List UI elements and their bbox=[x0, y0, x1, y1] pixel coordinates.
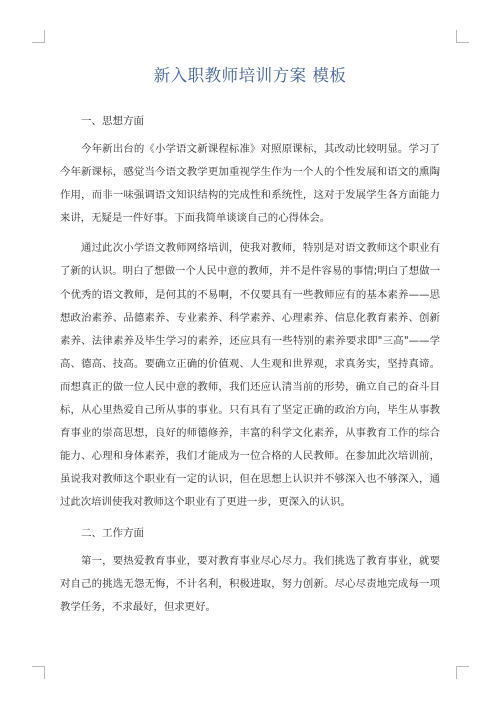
section-heading-thought: 一、思想方面 bbox=[81, 115, 144, 127]
crop-mark-bottom-right bbox=[456, 666, 469, 679]
section-heading-work: 二、工作方面 bbox=[81, 526, 144, 539]
paragraph-curriculum: 今年新出台的《小学语文新课程标准》对照原课标，其改动比较明显。学习了今年新课标，感觉当今语文教学更加重视学生作为一个人的个性发展和语文的熏陶作用，而非一味强调语文知识结构的完成性和系统性，这对于发展学生各方面能力来讲，无疑是一件好事。下面我简单谈谈自己的心得体会。 bbox=[60, 143, 440, 225]
paragraph-training-reflection: 通过此次小学语文教师网络培训，使我对教师，特别是对语文教师这个职业有了新的认识。明白了想做一个人民中意的教师，并不是件容易的事情;明白了想做一个优秀的语文教师，是何其的不易啊，不仅要具有一些教师应有的基本素养——思想政治素养、品德素养、专业素养、科学素养、心理素养、信息化教育素养、创新素养、法律素养及毕生学习的素养，还应具有一些特别的素养要求即"三高"——学高、德高、技高。要确立正确的价值观、人生观和世界观，求真务实，坚持真谛。而想真正的做一位人民中意的教师，我们还应认清当前的形势，确立自己的奋斗目标，从心里热爱自己所从事的事业。只有具有了坚定正确的政治方向，毕生从事教育事业的崇高思想，良好的师德修养，丰富的科学文化素养，从事教育工作的综合能力、心理和身体素养，我们才能成为一位合格的人民教师。在参加此次培训前，虽说我对教师这个职业有一定的认识，但在思想上认识并不够深入也不够深入，通过此次培训使我对教师这个职业有了更进一步，更深入的认识。 bbox=[60, 242, 440, 509]
paragraph-love-education: 第一，要热爱教育事业，要对教育事业尽心尽力。我们挑选了教育事业，就要对自己的挑选无怨无悔，不计名利，积极进取，努力创新。尽心尽责地完成每一项教学任务，不求最好，但求更好。 bbox=[60, 554, 440, 613]
crop-mark-top-right bbox=[456, 30, 469, 43]
document-body bbox=[60, 62, 440, 626]
crop-mark-bottom-left bbox=[32, 666, 45, 679]
document-title: 新入职教师培训方案 模板 bbox=[153, 66, 347, 85]
crop-mark-top-left bbox=[32, 30, 45, 43]
